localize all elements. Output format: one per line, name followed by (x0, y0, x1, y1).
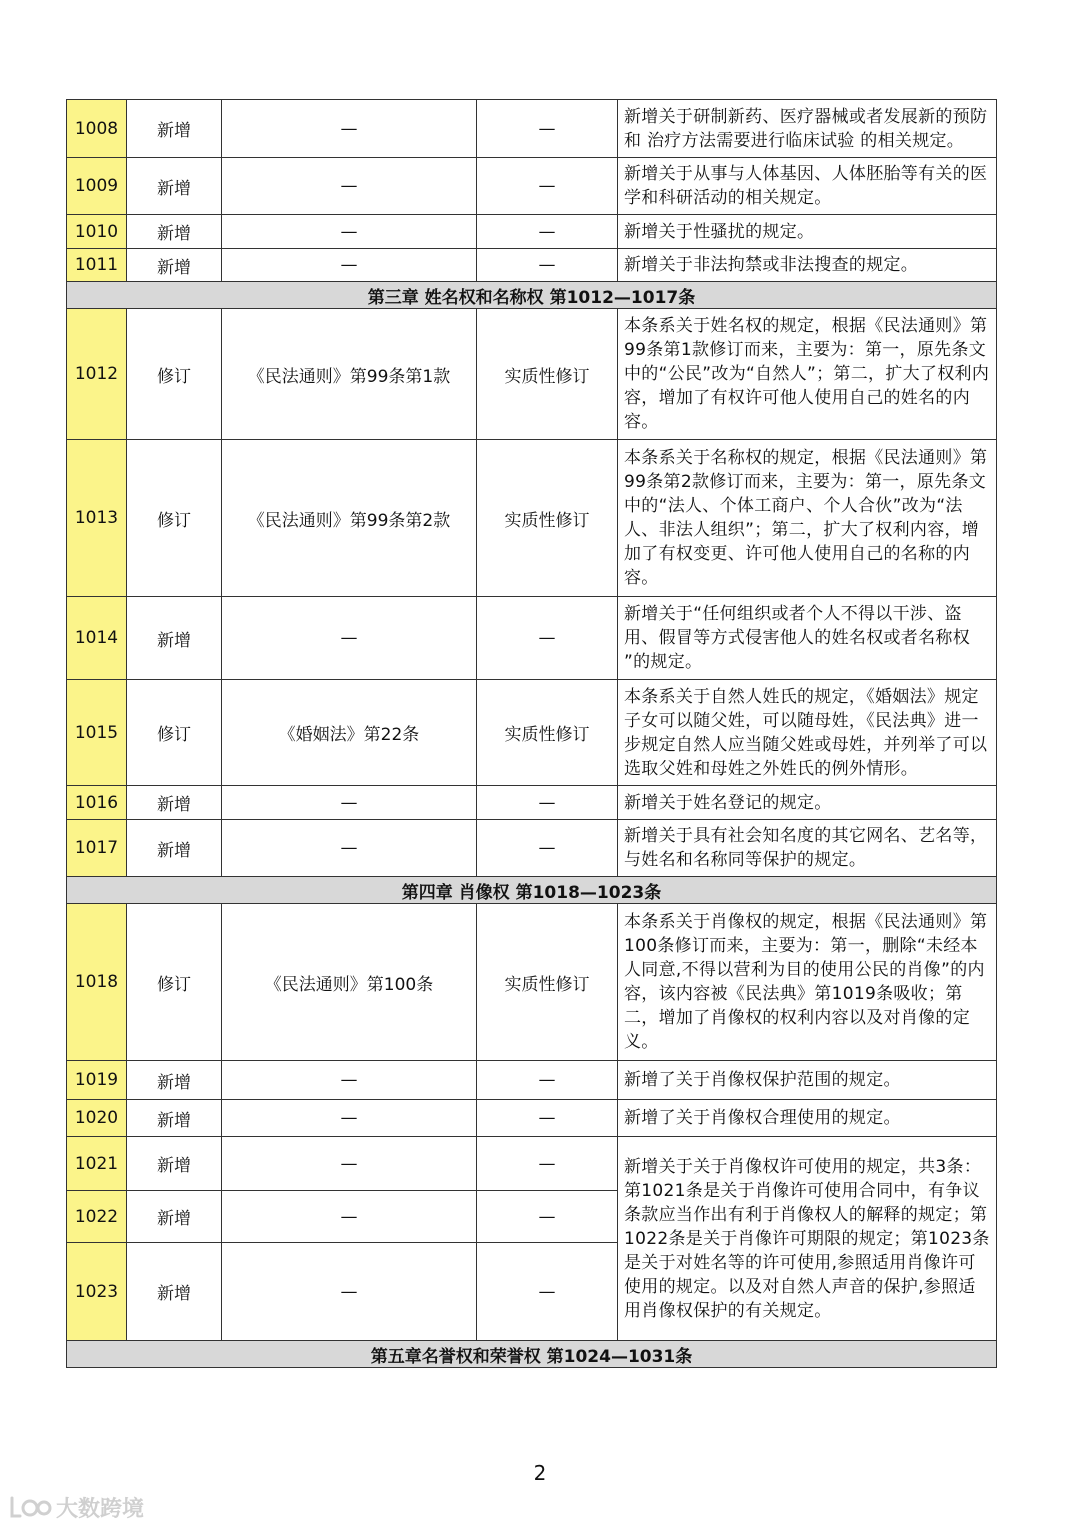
change-description: 新增关于研制新药、医疗器械或者发展新的预防和 治疗方法需要进行临床试验 的相关规定。 (618, 100, 997, 158)
article-number: 1015 (67, 680, 127, 786)
source-provision: — (222, 100, 477, 158)
change-description: 本条系关于自然人姓氏的规定，《婚姻法》规定子女可以随父姓，可以随母姓，《民法典》进一步规定自然人应当随父姓或母姓，并列举了可以选取父姓和母姓之外姓氏的例外情形。 (618, 680, 997, 786)
revision-type: 实质性修订 (477, 904, 618, 1061)
chapter-header-row (67, 282, 997, 309)
revision-type: — (477, 249, 618, 282)
source-provision: — (222, 597, 477, 680)
watermark-logo-icon (8, 1494, 52, 1522)
revision-type: — (477, 1100, 618, 1137)
change-description: 新增关于关于肖像权许可使用的规定，共3条：第1021条是关于肖像许可使用合同中，有争议条款应当作出有利于肖像权人的解释的规定；第1022条是关于肖像许可期限的规定；第1023条是关于对姓名等的许可使用,参照适用肖像许可使用的规定。以及对自然人声音的保护,参照适用肖像权保护的有关规定。 (618, 1137, 997, 1341)
revision-type: — (477, 1243, 618, 1341)
change-description: 本条系关于名称权的规定，根据《民法通则》第99条第2款修订而来，主要为：第一，原先条文中的“法人、个体工商户、个人合伙”改为“法人、非法人组织”；第二，扩大了权利内容，增加了有权变更、许可他人使用自己的名称的内容。 (618, 440, 997, 597)
change-type: 新增 (127, 1137, 222, 1191)
article-number: 1022 (67, 1191, 127, 1243)
change-type: 新增 (127, 100, 222, 158)
revision-type: — (477, 820, 618, 877)
source-provision: — (222, 1100, 477, 1137)
article-number: 1010 (67, 215, 127, 249)
change-type: 新增 (127, 1243, 222, 1341)
change-description: 新增关于具有社会知名度的其它网名、艺名等，与姓名和名称同等保护的规定。 (618, 820, 997, 877)
source-provision: — (222, 215, 477, 249)
source-provision: 《民法通则》第99条第1款 (222, 309, 477, 440)
change-type: 修订 (127, 904, 222, 1061)
change-type: 修订 (127, 440, 222, 597)
chapter-title: 第四章 肖像权 第1018—1023条 (67, 877, 997, 904)
change-type: 新增 (127, 786, 222, 820)
article-number: 1013 (67, 440, 127, 597)
article-number: 1017 (67, 820, 127, 877)
table-row (67, 904, 997, 1061)
source-provision: — (222, 158, 477, 215)
change-type: 新增 (127, 249, 222, 282)
change-description: 本条系关于肖像权的规定，根据《民法通则》第100条修订而来，主要为：第一，删除“未经本人同意,不得以营利为目的使用公民的肖像”的内容，该内容被《民法典》第1019条吸收；第二，增加了肖像权的权利内容以及对肖像的定义。 (618, 904, 997, 1061)
revision-type: — (477, 100, 618, 158)
article-number: 1020 (67, 1100, 127, 1137)
table-row (67, 820, 997, 877)
page-number: 2 (533, 1461, 547, 1485)
table-row (67, 1100, 997, 1137)
revision-type: 实质性修订 (477, 680, 618, 786)
change-description: 新增关于性骚扰的规定。 (618, 215, 997, 249)
table-row (67, 249, 997, 282)
change-type: 新增 (127, 820, 222, 877)
change-type: 新增 (127, 215, 222, 249)
revision-type: 实质性修订 (477, 440, 618, 597)
article-number: 1018 (67, 904, 127, 1061)
source-provision: — (222, 1191, 477, 1243)
change-description: 新增关于姓名登记的规定。 (618, 786, 997, 820)
change-type: 修订 (127, 309, 222, 440)
article-number: 1019 (67, 1061, 127, 1100)
change-type: 新增 (127, 597, 222, 680)
source-provision: 《民法通则》第100条 (222, 904, 477, 1061)
table-row (67, 158, 997, 215)
source-provision: — (222, 1243, 477, 1341)
source-provision: — (222, 1137, 477, 1191)
article-number: 1014 (67, 597, 127, 680)
source-provision: 《民法通则》第99条第2款 (222, 440, 477, 597)
article-number: 1021 (67, 1137, 127, 1191)
change-description: 新增了关于肖像权合理使用的规定。 (618, 1100, 997, 1137)
revision-type: — (477, 597, 618, 680)
article-number: 1008 (67, 100, 127, 158)
source-provision: — (222, 820, 477, 877)
change-type: 新增 (127, 1100, 222, 1137)
chapter-header-row (67, 877, 997, 904)
source-provision: — (222, 249, 477, 282)
change-type: 新增 (127, 1191, 222, 1243)
revision-type: — (477, 1137, 618, 1191)
source-provision: — (222, 1061, 477, 1100)
article-number: 1016 (67, 786, 127, 820)
change-type: 新增 (127, 158, 222, 215)
chapter-header-row (67, 1341, 997, 1368)
article-number: 1012 (67, 309, 127, 440)
revision-type: 实质性修订 (477, 309, 618, 440)
chapter-title: 第五章名誉权和荣誉权 第1024—1031条 (67, 1341, 997, 1368)
table-row (67, 440, 997, 597)
revision-type: — (477, 1061, 618, 1100)
source-provision: — (222, 786, 477, 820)
revision-type: — (477, 158, 618, 215)
source-provision: 《婚姻法》第22条 (222, 680, 477, 786)
revision-type: — (477, 786, 618, 820)
table-row (67, 680, 997, 786)
table-row (67, 309, 997, 440)
watermark-text: 大数跨境 (56, 1497, 145, 1522)
article-number: 1011 (67, 249, 127, 282)
table-row (67, 215, 997, 249)
table-row (67, 597, 997, 680)
change-description: 新增关于“任何组织或者个人不得以干涉、盗用、假冒等方式侵害他人的姓名权或者名称权 ”的规定。 (618, 597, 997, 680)
table-row (67, 786, 997, 820)
change-type: 新增 (127, 1061, 222, 1100)
change-type: 修订 (127, 680, 222, 786)
change-description: 新增关于从事与人体基因、人体胚胎等有关的医学和科研活动的相关规定。 (618, 158, 997, 215)
change-description: 新增关于非法拘禁或非法搜查的规定。 (618, 249, 997, 282)
change-description: 本条系关于姓名权的规定，根据《民法通则》第99条第1款修订而来，主要为：第一，原先条文中的“公民”改为“自然人”；第二，扩大了权利内容，增加了有权许可他人使用自己的姓名的内容。 (618, 309, 997, 440)
article-number: 1009 (67, 158, 127, 215)
chapter-title: 第三章 姓名权和名称权 第1012—1017条 (67, 282, 997, 309)
table-row (67, 1137, 997, 1191)
change-description: 新增了关于肖像权保护范围的规定。 (618, 1061, 997, 1100)
revision-type: — (477, 1191, 618, 1243)
table-row (67, 1061, 997, 1100)
law-comparison-table (66, 99, 997, 1368)
table-row (67, 100, 997, 158)
watermark (8, 1492, 144, 1523)
revision-type: — (477, 215, 618, 249)
article-number: 1023 (67, 1243, 127, 1341)
